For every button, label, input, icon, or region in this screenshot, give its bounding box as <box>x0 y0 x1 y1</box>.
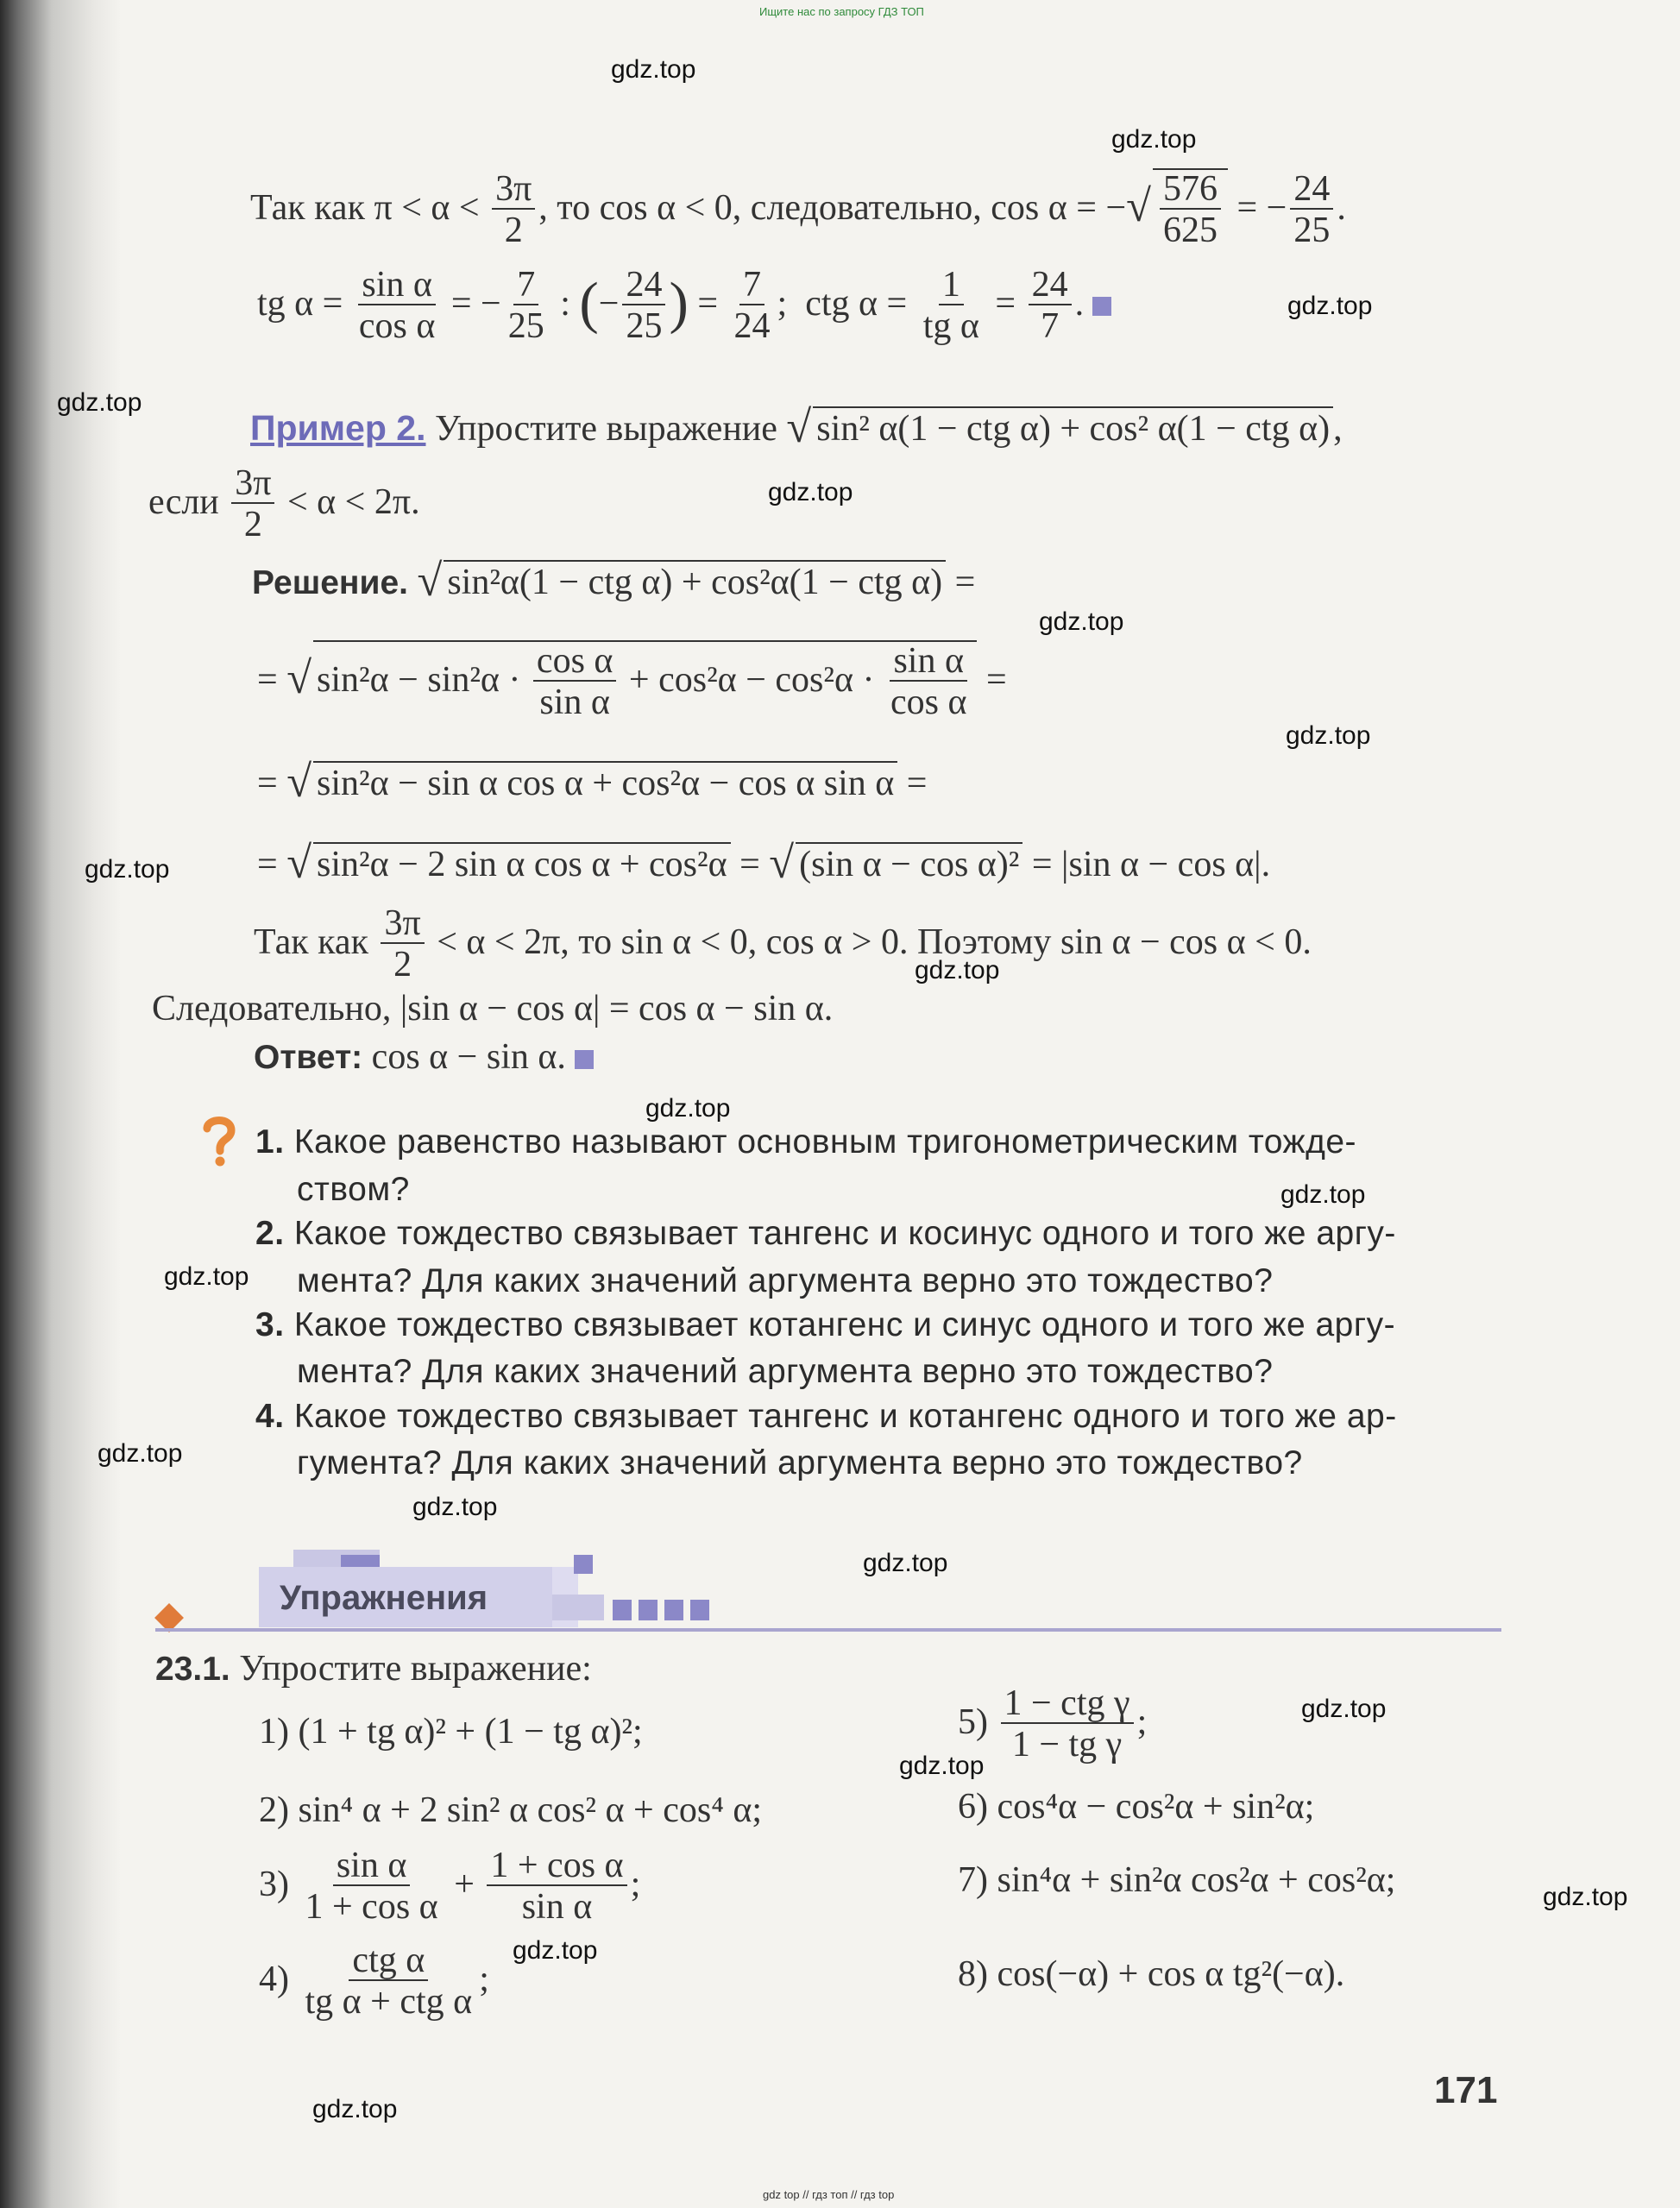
exercise-item-1: 1) (1 + tg α)² + (1 − tg α)²; <box>259 1712 643 1752</box>
example-2-statement: Пример 2. Упростите выражение √ sin² α(1 − ctg α) + cos² α(1 − ctg α), <box>250 402 1343 452</box>
divider <box>155 1628 1501 1632</box>
watermark: gdz.top <box>1280 1180 1366 1209</box>
text-takkak2: Так как <box>254 922 368 962</box>
question-3-line-2: мента? Для каких значений аргумента верно это тождество? <box>297 1353 1274 1390</box>
solution-step-5: Так как $\frac{3\pi}{2}$ < α < 2π, то sin α < 0, cos α > 0. Поэтому sin α − cos α < 0. <box>254 903 1312 985</box>
watermark: gdz.top <box>1286 721 1371 750</box>
exercises-heading: Упражнения <box>280 1579 488 1617</box>
text-tak-kak: Так как <box>250 187 365 228</box>
solution-step-1: Решение. √ sin²α(1 − ctg α) + cos²α(1 − ctg α) = <box>252 556 976 606</box>
solution-step-2: = √ sin²α − sin²α · $\frac{\text{cos α}}{\text{sin α}}$ + cos²α − cos²α · $\frac{\text{sin α}}{\text{cos α}}$ = <box>257 641 1007 723</box>
answer-label: Ответ: <box>254 1039 363 1076</box>
watermark: gdz.top <box>645 1094 731 1123</box>
header-note: Ищите нас по запросу ГДЗ ТОП <box>759 5 924 18</box>
question-mark-icon <box>200 1115 238 1167</box>
end-square-icon <box>1092 297 1111 316</box>
watermark: gdz.top <box>164 1262 249 1291</box>
watermark: gdz.top <box>312 2095 398 2123</box>
text-esli: если <box>148 481 219 522</box>
answer-line <box>254 1036 594 1078</box>
exercise-item-3: 3) $\frac{\text{sin α}}{\text{1 + cos α}}$ + $\frac{\text{1 + cos α}}{\text{sin α}}$ ; <box>259 1846 641 1928</box>
exercise-item-4: 4) $\frac{\text{ctg α}}{\text{tg α + ctg α}}$ ; <box>259 1941 489 2022</box>
watermark: gdz.top <box>1301 1695 1387 1723</box>
text-poetomu: Поэтому <box>916 922 1052 962</box>
footer-note: gdz top // гдз топ // гдз top <box>763 2188 895 2201</box>
watermark: gdz.top <box>412 1493 498 1521</box>
watermark: gdz.top <box>85 855 170 884</box>
cos-derivation-line: Так как π < α < $\frac{3\pi}{2}$ , то cos α < 0, следовательно, cos α = −√ $\frac{576}{625}$ = − $\frac{24}{25}$ . <box>250 169 1346 251</box>
exercise-text: Упростите выражение: <box>239 1649 592 1689</box>
exercise-item-7: 7) sin⁴α + sin²α cos²α + cos²α; <box>958 1860 1396 1900</box>
text-sledovatelno-2: Следовательно, <box>152 989 392 1029</box>
example-label: Пример 2. <box>250 408 426 448</box>
question-2-line-2: мента? Для каких значений аргумента верно это тождество? <box>297 1262 1274 1299</box>
watermark: gdz.top <box>1039 607 1124 636</box>
question-4: 4. Какое тождество связывает тангенс и котангенс одного и того же ар- <box>255 1398 1397 1435</box>
solution-step-6: Следовательно, |sin α − cos α| = cos α − sin α. <box>152 989 834 1029</box>
watermark: gdz.top <box>768 478 853 506</box>
end-square-icon <box>575 1050 594 1069</box>
exercise-item-5: 5) $\frac{\text{1 − ctg γ}}{\text{1 − tg γ}}$ ; <box>958 1683 1148 1765</box>
answer-value: cos α − sin α. <box>371 1037 566 1077</box>
tg-ctg-line: tg α = $\frac{\text{sin α}}{\text{cos α}}$ = − $\frac{7}{25}$ : (− $\frac{24}{25}$ ) = $\frac{7}{24}$ ; ctg α = $\frac{1}{\text{tg α}}$ = $\frac{24}{7}$ . <box>257 266 1111 347</box>
exercises-banner <box>259 1550 725 1627</box>
exercise-23-1-header <box>155 1648 592 1689</box>
solution-step-3: = √ sin²α − sin α cos α + cos²α − cos α sin α = <box>257 757 928 807</box>
example-condition: если $\frac{3\pi}{2}$ < α < 2π. <box>148 463 420 545</box>
watermark: gdz.top <box>899 1752 985 1780</box>
page-number: 171 <box>1434 2069 1498 2111</box>
exercise-item-6: 6) cos⁴α − cos²α + sin²α; <box>958 1787 1315 1827</box>
question-4-line-2: гумента? Для каких значений аргумента верно это тождество? <box>297 1444 1303 1481</box>
exercise-item-8: 8) cos(−α) + cos α tg²(−α). <box>958 1954 1345 1994</box>
exercise-number: 23.1. <box>155 1651 230 1688</box>
question-1-line-2: ством? <box>297 1171 410 1208</box>
watermark: gdz.top <box>611 55 696 84</box>
question-2: 2. Какое тождество связывает тангенс и косинус одного и того же аргу- <box>255 1215 1396 1252</box>
book-spine-shadow <box>0 0 121 2208</box>
question-1: 1. Какое равенство называют основным тригонометрическим тожде- <box>255 1123 1357 1161</box>
watermark: gdz.top <box>1111 125 1197 154</box>
watermark: gdz.top <box>57 388 142 417</box>
example-text: Упростите выражение <box>434 409 777 449</box>
watermark: gdz.top <box>1287 292 1373 320</box>
text-to: , то <box>538 187 591 228</box>
question-3: 3. Какое тождество связывает котангенс и синус одного и того же аргу- <box>255 1306 1396 1343</box>
text-sledovatelno: , следовательно, <box>732 187 982 228</box>
solution-step-4: = √ sin²α − 2 sin α cos α + cos²α = √ (sin α − cos α)² = |sin α − cos α|. <box>257 838 1271 888</box>
exercise-item-2: 2) sin⁴ α + 2 sin² α cos² α + cos⁴ α; <box>259 1790 763 1830</box>
watermark: gdz.top <box>915 956 1000 984</box>
watermark: gdz.top <box>863 1549 948 1577</box>
watermark: gdz.top <box>1543 1883 1628 1911</box>
watermark: gdz.top <box>98 1439 183 1468</box>
solution-label: Решение. <box>252 564 408 601</box>
watermark: gdz.top <box>513 1936 598 1965</box>
